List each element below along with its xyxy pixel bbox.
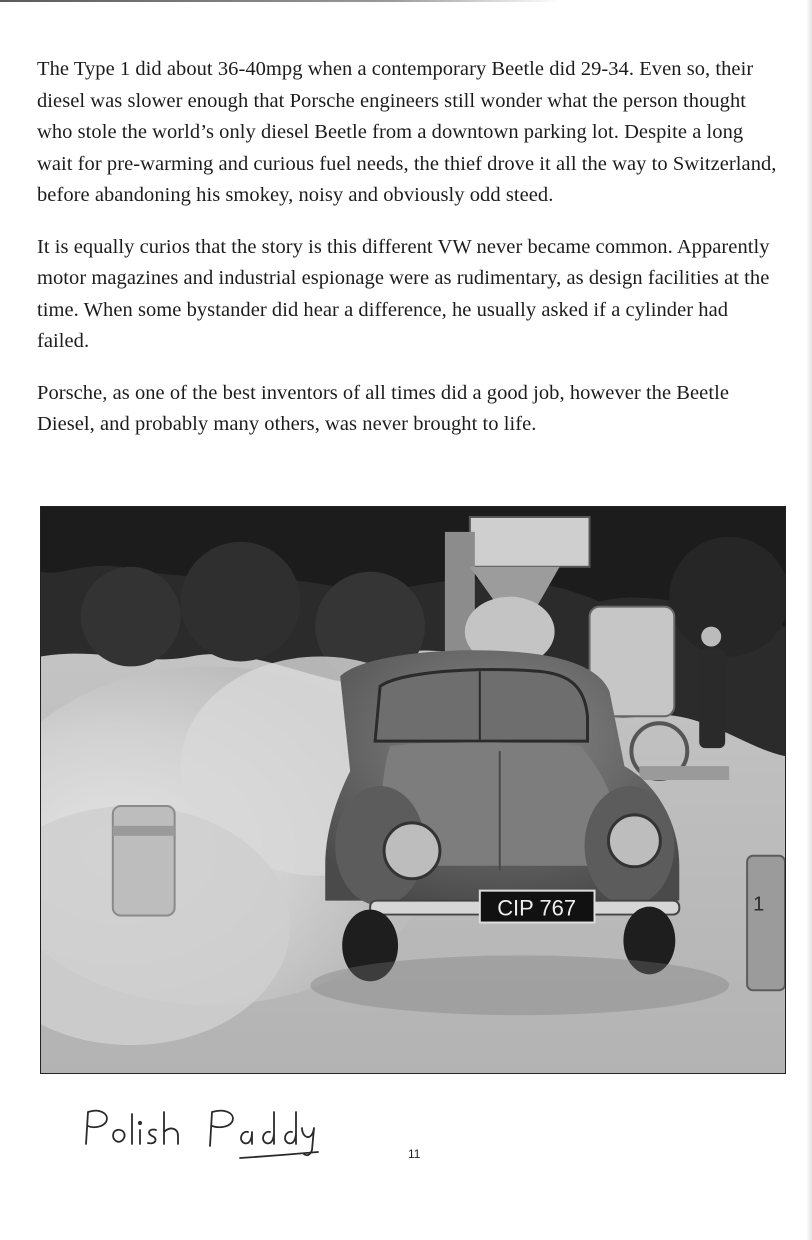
handwritten-signature (80, 1100, 360, 1170)
paragraph-3: Porsche, as one of the best inventors of all times did a good job, however the Beetle Diesel, and probably many others, was never brought to life. (37, 381, 729, 435)
top-edge-rule (0, 0, 560, 2)
license-plate-text: CIP 767 (497, 895, 577, 921)
beetle-photo-illustration (41, 507, 785, 1073)
beetle-photo (40, 506, 786, 1074)
paragraph-1: The Type 1 did about 36-40mpg when a contemporary Beetle did 29-34. Even so, their diesel was slower enough that Porsche engineers still wonder what the person thought who stole the world’s only diesel Beetle from a downtown parking lot. Despite a long wait for pre-warming and curious fuel needs, the thief drove it all the way to Switzerland, before abandoning his smokey, noisy and obviously odd steed. (37, 58, 777, 206)
body-text (37, 54, 777, 461)
paragraph-2: It is equally curios that the story is this different VW never became common. Apparently motor magazines and industrial espionage were as rudimentary, as design facilities at the time. When some bystander did hear a difference, he usually asked if a cylinder had failed. (37, 235, 770, 352)
canister-mark: 1 (753, 893, 765, 916)
page-edge-shadow (806, 0, 812, 1240)
page-number: 11 (408, 1147, 421, 1161)
signature-drawing (80, 1100, 360, 1170)
